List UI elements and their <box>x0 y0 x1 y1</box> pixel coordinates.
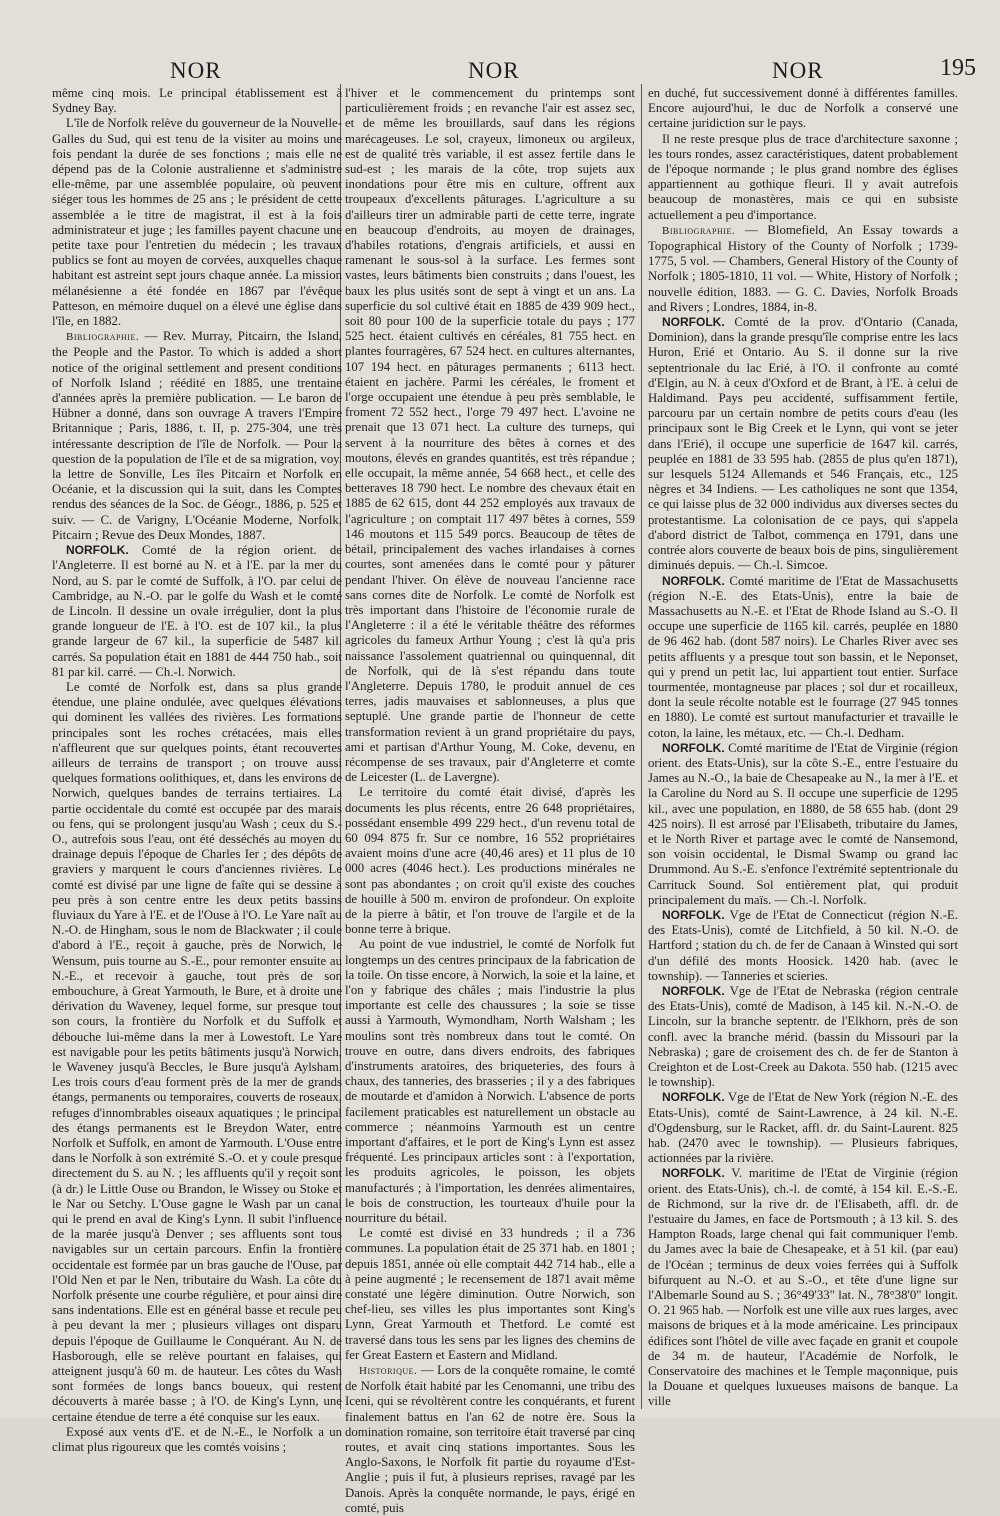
entry-text: Comté maritime de l'Etat de Virginie (région orient. des Etats-Unis), sur la côte S.-E., entre l'estuaire du James au N.-O., la baie de Chesapeake au N., la mer à l'E. et la Caroline du Nord au S. Il occupe une superficie de 1295 kil., avec une population, en 1880, de 58 655 hab. (dont 29 425 noirs). Il est arrosé par l'Elisabeth, tributaire du James, et le North River et partage avec le comté de Nansemond, son voisin occidental, le Dismal Swamp ou grand lac Drummond. Au S.-E. s'enfonce l'extrémité septentrionale du Carrituck Sound. Sol entièrement plat, qui produit principalement du maïs. — Ch.-l. Norfolk. <box>648 740 958 907</box>
entry-text: Comté de la prov. d'Ontario (Canada, Dominion), dans la grande presqu'île comprise entre les lacs Huron, Erié et Ontario. Au S. il donne sur la rive septentrionale du lac Erié, à l'O. il confronte au comté d'Elgin, au N. à ceux d'Oxford et de Brant, à l'E. à celui de Haldimand. Pays peu accidenté, suffisamment fertile, parcouru par un certain nombre de petits cours d'eau (les principaux sont le Big Creek et le Lynn, qui vont se jeter dans l'Erié), il occupe une superficie de 1647 kil. carrés, peuplée en 1881 de 33 595 hab. (2855 de plus qu'en 1871), sur lesquels 5124 Allemands et 546 Français, etc., 125 nègres et 34 Indiens. — Les catholiques ne sont que 1354, ce qui laisse plus de 32 000 individus aux diverses sectes du protestantisme. La colonisation de ce pays, qui s'appela d'abord district de Talbot, commença en 1791, dans une contrée alors couverte de beaux bois de pins, singulièrement diminués depuis. — Ch.-l. Simcoe. <box>648 315 959 573</box>
bibliography-label: Bibliographie. <box>662 224 736 237</box>
text-column-2 <box>345 86 636 1515</box>
running-head-center: NOR <box>468 58 520 83</box>
entry-text: Vge de l'Etat de Connecticut (région N.-E. des Etats-Unis), comté de Litchfield, à 50 kil. N.-O. de Hartford ; station du ch. de fer de Canaan à Winsted qui sort d'un défilé des monts Hoosick. 1420 hab. (avec le township). — Tanneries et scieries. <box>648 907 959 983</box>
entry-headword: NORFOLK. <box>662 907 725 922</box>
entry-headword: NORFOLK. <box>662 573 725 588</box>
entry <box>648 741 958 908</box>
paragraph: Il ne reste presque plus de trace d'architecture saxonne ; les tours rondes, assez caractéristiques, datent probablement de l'époque normande ; le plus grand nombre des églises appartiennent au gothique fleuri. Il y avait autrefois beaucoup de monastères, mais ce qui en subsiste actuellement a peu d'importance. <box>648 131 958 222</box>
bibliography <box>52 329 342 543</box>
entry <box>648 1166 958 1409</box>
text-column-3 <box>648 86 959 1409</box>
entry-headword: NORFOLK. <box>662 1090 725 1105</box>
bibliography-label: Bibliographie. <box>66 331 140 344</box>
paragraph: même cinq mois. Le principal établissement est à Sydney Bay. <box>52 86 342 116</box>
paragraph: L'île de Norfolk relève du gouverneur de la Nouvelle-Galles du Sud, qui est tenu de la visiter au moins une fois pendant la durée de ses fonctions ; mais elle ne dépend pas de la Colonie australienne et s'administre elle-même, par une assemblée populaire, où peuvent siéger tous les hommes de 25 ans ; le président de cette assemblée a le titre de magistrat, il est à la fois administrateur et juge ; les familles payent chacune une petite taxe pour l'entretien du médecin ; les travaux publics se font au moyen de corvées, auxquelles chaque habitant est astreint sept jours chaque année. La mission mélanésienne a été fondée en 1867 par l'évêque Patteson, en mémoire duquel on a élevé une église dans l'île, en 1882. <box>52 116 342 329</box>
entry-text: V. maritime de l'Etat de Virginie (région orient. des Etats-Unis), ch.-l. de comté, à 154 kil. E.-S.-E. de Richmond, sur la rive dr. de l'Elisabeth, affl. dr. de l'estuaire du James, en face de Portsmouth ; à 13 kil. S. des Hampton Roads, large chenal qui fait communiquer l'emb. du James avec la baie de Chesapeake, et à 51 kil. (par eau) de l'Océan ; terminus de deux voies ferrées qui à Suffolk bifurquent au N.-O. et au S.-O., et tête d'une ligne sur l'Albemarle Sound au S. ; 36°49'33" lat. N., 78°38'0" longit. O. 21 965 hab. — Norfolk est une ville aux rues larges, avec maisons de briques et à la mode américaine. Les principaux édifices sont l'hôtel de ville avec façade en granit et coupole de 34 m. de hauteur, l'Académie de Norfolk, le Conservatoire des machines et le Temple maçonnique, puis la Douane et quelques luxueuses maisons de banque. La ville <box>648 1166 959 1409</box>
entry <box>648 574 958 741</box>
running-head-right: NOR <box>772 58 824 83</box>
running-head-left: NOR <box>170 58 222 83</box>
entry <box>648 984 958 1090</box>
paragraph: Au point de vue industriel, le comté de Norfolk fut longtemps un des centres principaux de la fabrication de la toile. On tisse encore, à Norwich, la soie et la laine, et l'on y fabrique des châles ; mais l'industrie la plus importante est celle des chaussures ; la soie se tisse aussi à Yarmouth, Wymondham, North Walsham ; les moulins sont très nombreux dans tout le comté. On trouve en outre, dans divers endroits, des fabriques d'instruments aratoires, des briqueteries, des fours à chaux, des tanneries, des brasseries ; il y a des fabriques de moutarde et d'amidon à Norwich. L'absence de ports facilement praticables est naturellement un obstacle au commerce ; néanmoins Yarmouth est un centre important d'affaires, et le port de King's Lynn est assez fréquenté. Les principaux articles sont : à l'exportation, les produits agricoles, le poisson, les objets manufacturés ; à l'importation, les denrées alimentaires, le bois de construction, les tourteaux d'huile pour la nourriture du bétail. <box>345 937 635 1226</box>
paragraph: Le comté est divisé en 33 hundreds ; il a 736 communes. La population était de 25 371 hab. en 1801 ; depuis 1851, année où elle comptait 442 714 hab., elle a à peine augmenté ; le recensement de 1871 avait même constaté une légère diminution. Outre Norwich, son chef-lieu, ses villes les plus importantes sont King's Lynn, Great Yarmouth et Thetford. Le comté est traversé dans tous les sens par les lignes des chemins de fer Great Eastern et Eastern and Midland. <box>345 1226 635 1362</box>
text-column-1 <box>52 86 342 1455</box>
entry-text: Comté maritime de l'Etat de Massachusetts (région N.-E. des Etats-Unis), entre la baie de Massachusetts au N.-E. et l'Etat de Rhode Island au S.-O. Il occupe une superficie de 1165 kil. carrés, peuplée en 1880 de 96 462 hab. (dont 587 noirs). Le Charles River avec ses petits affluents y a presque tout son bassin, et le Neponset, qui y prend un petit lac, lui appartient tout entier. Surface tourmentée, montagneuse par places ; sol dur et rocailleux, dont la seule récolte notable est le fourrage (27 945 tonnes en 1880). Le comté est surtout manufacturier et travaille le coton, la laine, les métaux, etc. — Ch.-l. Dedham. <box>648 573 958 740</box>
entry-text: Vge de l'Etat de Nebraska (région centrale des Etats-Unis), comté de Madison, à 145 kil. N.-N.-O. de Lincoln, sur la branche septentr. de l'Elkhorn, près de son confl. avec la branche mérid. (bassin du Missouri par la Nebraska) ; gare de croisement des ch. de fer de Stanton à Creighton et de Lost-Creek au Dakota. 550 hab. (1215 avec le township). <box>648 983 958 1090</box>
entry-text: Comté de la région orient. de l'Angleterre. Il est borné au N. et à l'E. par la mer du Nord, au S. par le comté de Suffolk, à l'O. par celui de Cambridge, au N.-O. par le golfe du Wash et le comté de Lincoln. Il dessine un ovale irrégulier, dont la plus grande longueur de l'E. à l'O. est de 107 kil., la plus grande largeur de 67 kil., la superficie de 5487 kil. carrés. Sa population était en 1881 de 444 750 hab., soit 81 par kil. carré. — Ch.-l. Norwich. <box>52 543 342 679</box>
history-paragraph <box>345 1363 635 1516</box>
column-divider <box>641 84 642 1409</box>
entry-headword: NORFOLK. <box>662 983 725 998</box>
history-label: Historique. <box>359 1365 418 1378</box>
entry-headword: NORFOLK. <box>662 740 725 755</box>
entry-headword: NORFOLK. <box>66 543 129 558</box>
bibliography-text: — Blomefield, An Essay towards a Topographical History of the County of Norfolk ; 1739-1775, 5 vol. — Chambers, General History of the County of Norfolk ; 1805-1810, 11 vol. — White, History of Norfolk ; nouvelle édition, 1883. — G. C. Davies, Norfolk Broads and Rivers ; Londres, 1884, in-8. <box>648 222 958 314</box>
paragraph: l'hiver et le commencement du printemps sont particulièrement froids ; en revanche l'air est assez sec, et de même les brouillards, sauf dans les régions marécageuses. Le sol, crayeux, limoneux ou argileux, est de qualité très variable, il est assez fertile dans le sud-est ; les marais de la côte, trop sujets aux inondations pour être mis en culture, offrent aux troupeaux d'excellents pâturages. L'agriculture a su d'ailleurs tirer un admirable parti de cette terre, ingrate en beaucoup d'endroits, au moyen de drainages, d'habiles rotations, d'engrais artificiels, et aussi en ramenant le sous-sol à la surface. Les fermes sont vastes, leurs bâtiments bien construits ; dans l'ouest, les baux les plus usités sont de sept à vingt et un ans. La superficie du sol cultivé était en 1885 de 439 909 hect., soit 80 pour 100 de la superficie totale du pays ; 177 525 hect. étaient cultivés en céréales, 81 755 hect. en plantes fourragères, 67 524 hect. en cultures alternantes, 107 194 hect. en pâturages permanents ; 6113 hect. étaient en jachère. Parmi les céréales, le froment et l'orge occupaient une étendue à peu près semblable, le froment 72 552 hect., l'orge 79 497 hect. L'avoine ne prenait que 13 071 hect. La culture des turneps, qui servent à la nourriture des bêtes à cornes et des moutons, élevés en grandes quantités, est très répandue ; elle occupait, la même année, 54 668 hect., et celle des betteraves 18 790 hect. Le nombre des chevaux était en 1885 de 62 615, dont 44 252 employés aux travaux de l'agriculture ; on comptait 117 497 bêtes à cornes, 559 146 moutons et 115 549 porcs. Beaucoup de têtes de bétail, principalement des vaches irlandaises à cornes courtes, sont amenées dans le comté pour y pâturer pendant l'hiver. On élève de nouveau l'ancienne race sans cornes dite de Norfolk. Le comté de Norfolk est très important dans l'histoire de l'économie rurale de l'Angleterre : il a été le véritable théâtre des réformes agricoles du fameux Arthur Young ; c'est là qu'a pris naissance l'assolement quatriennal ou quinquennal, dit de Norfolk, qui de là s'est répandu dans toute l'Angleterre. Depuis 1780, le produit annuel de ces terres, jadis mauvaises et sablonneuses, a plus que septuplé. Une grande partie de l'honneur de cette transformation revient à un grand propriétaire du pays, ami et partisan d'Arthur Young, M. Coke, devenu, en récompense de ses travaux, pair d'Angleterre et comte de Leicester (L. de Lavergne). <box>345 86 635 785</box>
paragraph: Exposé aux vents d'E. et de N.-E., le Norfolk a un climat plus rigoureux que les comtés voisins ; <box>52 1424 342 1455</box>
entry <box>648 315 958 573</box>
history-text: — Lors de la conquête romaine, le comté de Norfolk était habité par les Cenomanni, une tribu des Iceni, qui se révoltèrent contre les conquérants, et furent finalement battus en l'an 62 de notre ère. Sous la domination romaine, son territoire était traversé par cinq routes, et avait cinq stations importantes. Sous les Anglo-Saxons, le Norfolk fit partie du royaume d'Est-Anglie ; puis il fut, à plusieurs reprises, ravagé par les Danois. Après la conquête normande, le pays, érigé en comté, puis <box>345 1363 636 1515</box>
paragraph: Le territoire du comté était divisé, d'après les documents les plus récents, entre 26 648 propriétaires, possédant ensemble 499 229 hect., d'un revenu total de 60 094 875 fr. Sur ce nombre, 16 552 propriétaires avaient moins d'une acre (40,46 ares) et 11 plus de 10 000 acres (4046 hect.). Les productions minérales ne sont pas abondantes ; on croit qu'il existe des couches de houille à 500 m. environ de profondeur. On exploite de la pierre à bâtir, et l'on trouve de l'argile et de la bonne terre à brique. <box>345 785 635 937</box>
paragraph: Le comté de Norfolk est, dans sa plus grande étendue, une plaine ondulée, avec quelques élévations qui dominent les vallées des rivières. Les formations principales sont les roches crétacées, mais elles n'affleurent que sur quelques points, étant recouvertes ailleurs de terrains de transport ; on trouve aussi quelques formations oolithiques, et, dans les environs de Norwich, quelques bandes de terrains tertiaires. La partie occidentale du comté est occupée par des marais ou fens, qui se prolongent jusqu'au Wash ; ceux du S.-O., autrefois sous l'eau, ont été desséchés au moyen du drainage depuis l'époque de Charles Ier ; des dépôts de graviers y marquent le cours d'anciennes rivières. Le comté est divisé par une ligne de faîte qui se dessine à peu près à son centre entre les deux petits bassins fluviaux du Yare à l'E. et de l'Ouse à l'O. Le Yare naît au N.-O. de Hingham, sous le nom de Blackwater ; il coule d'abord à l'E., reçoit à gauche, près de Norwich, le Wensum, puis tourne au S.-E., pour remonter ensuite au N.-E., et recevoir à gauche, tout près de son embouchure, à Great Yarmouth, le Bure, et à droite une dérivation du Waveney, lequel forme, sur presque tout son cours, la frontière du Norfolk et du Suffolk et débouche lui-même dans la mer à Lowestoft. Le Yare est navigable pour les petits bâtiments jusqu'à Norwich, le Waveney jusqu'à Beccles, le Bure jusqu'à Aylsham. Les trois cours d'eau forment près de la mer de grands étangs, permanents ou temporaires, couverts de roseaux, refuges d'innombrables oiseaux aquatiques ; le principal des étangs permanents est le Breydon Water, entre Norfolk et Suffolk, en amont de Yarmouth. L'Ouse entre dans le Norfolk à son extrémité S.-O. et y coule presque directement du S. au N. ; les affluents qu'il y reçoit sont (à dr.) le Little Ouse ou Brandon, le Wissey ou Stoke et le Nar ou Setchy. L'Ouse gagne le Wash par un canal qui le prend en aval de King's Lynn. Il subit l'influence de la marée jusqu'à Denver ; ses affluents sont tous navigables sur un certain parcours. Enfin la frontière occidentale est formée par un bras gauche de l'Ouse, par l'Old Nen et par le Nen, tributaire du Wash. La côte du Norfolk présente une courbe régulière, et pour ainsi dire sans indentations. Elle est en général basse et recule peu à peu devant la mer ; plusieurs villages ont disparu depuis l'époque de Guillaume le Conquérant. Au N. de Hasborough, elle se relève pourtant en falaises, qui atteignent jusqu'à 60 m. de hauteur. Les côtes du Wash sont formées de longs bancs boueux, qui restent découverts à marée basse ; à l'O. de King's Lynn, une certaine étendue de terre a été conquise sur les eaux. <box>52 679 342 1424</box>
entry-text: Vge de l'Etat de New York (région N.-E. des Etats-Unis), comté de Saint-Lawrence, à 24 kil. N.-E. d'Ogdensburg, sur le Racket, affl. dr. du Saint-Laurent. 825 hab. (2470 avec le township). — Plusieurs fabriques, actionnées par la rivière. <box>648 1090 958 1166</box>
bibliography <box>648 223 958 315</box>
bibliography-text: — Rev. Murray, Pitcairn, the Island, the People and the Pastor. To which is added a short notice of the original settlement and present conditions of Norfolk Island ; réédité en 1885, une trentaine d'années après la première publication. — Le baron de Hübner a donné, dans son ouvrage A travers l'Empire Britannique ; Paris, 1886, t. II, p. 275-304, une très intéressante description de l'île de Norfolk. — Pour la question de la population de l'île et de sa migration, voy. la lettre de Sonville, Les îles Pitcairn et Norfolk en Océanie, et la discussion qui la suit, dans les Comptes rendus des séances de la Soc. de Géogr., 1886, p. 525 et suiv. — C. de Varigny, L'Océanie Moderne, Norfolk, Pitcairn ; Revue des Deux Mondes, 1887. <box>52 329 342 542</box>
entry <box>648 1090 958 1166</box>
entry <box>52 543 342 680</box>
page-number: 195 <box>940 55 976 81</box>
entry-headword: NORFOLK. <box>662 1166 725 1181</box>
entry-headword: NORFOLK. <box>662 315 725 330</box>
entry <box>648 908 958 984</box>
paragraph: en duché, fut successivement donné à différentes familles. Encore aujourd'hui, le duc de Norfolk a conservé une certaine juridiction sur le pays. <box>648 86 958 131</box>
